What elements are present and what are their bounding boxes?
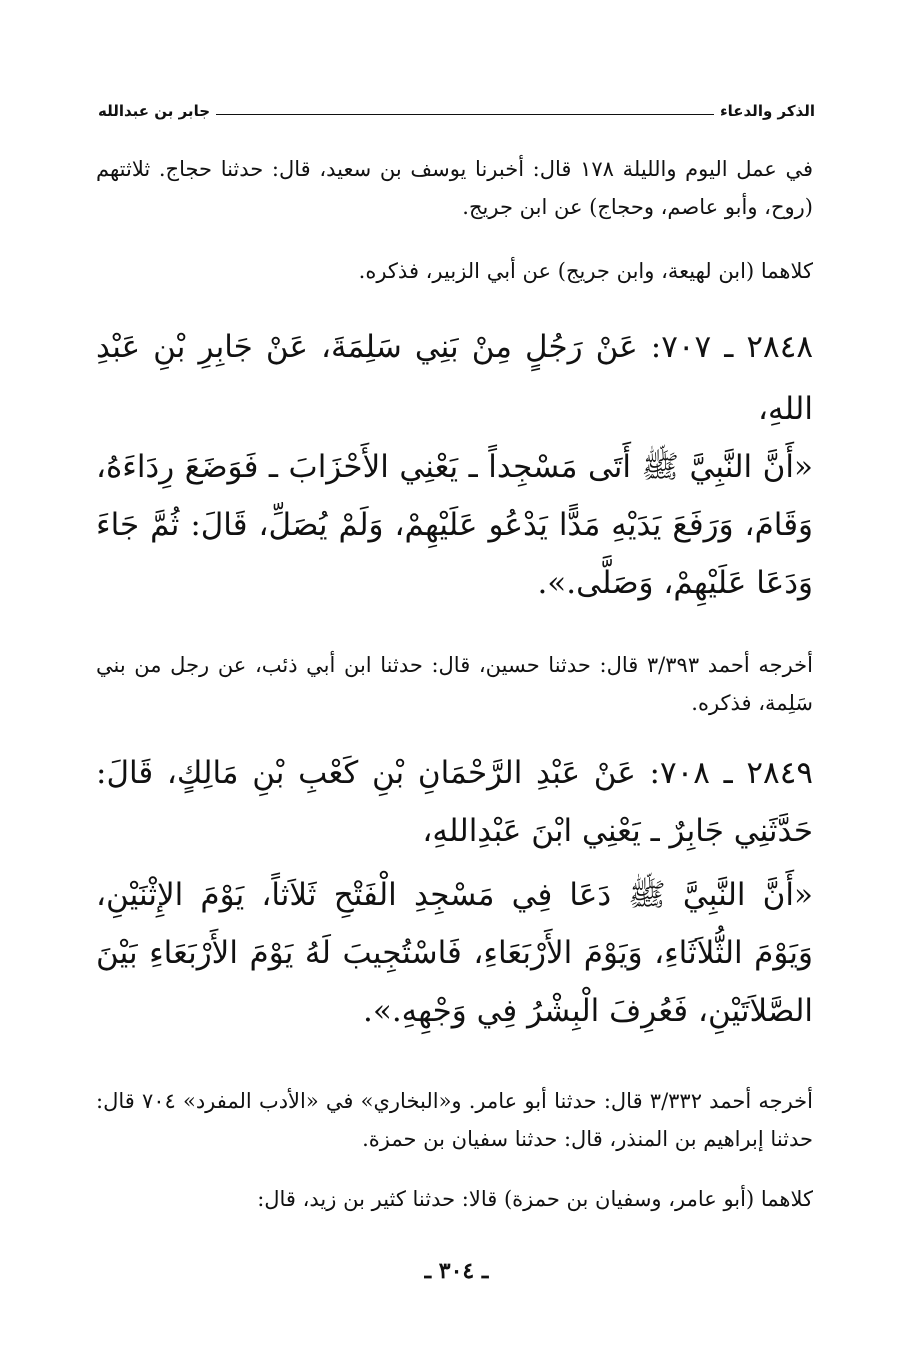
intro-paragraph-1: في عمل اليوم والليلة ١٧٨ قال: أخبرنا يوسف بن سعيد، قال: حدثنا حجاج. ثلاثتهم (روح، وأبو عاصم، وحجاج) عن ابن جريج. — [96, 157, 813, 219]
takhrij-2849-paragraph-1: أخرجه أحمد ٣/٣٣٢ قال: حدثنا أبو عامر. و«البخاري» في «الأدب المفرد» ٧٠٤ قال: حدثنا إبراهيم بن المنذر، قال: حدثنا سفيان بن حمزة. — [96, 1089, 813, 1151]
header-narrator-name: جابر بن عبدالله — [98, 102, 211, 120]
takhrij-2849-paragraph-2: كلاهما (أبو عامر، وسفيان بن حمزة) قالا: حدثنا كثير بن زيد، قال: — [257, 1187, 813, 1211]
hadith-2848-matn: «أَنَّ النَّبِيَّ ﷺ أَتَى مَسْجِداً ـ يَعْنِي الأَحْزَابَ ـ فَوَضَعَ رِدَاءَهُ، وَقَامَ، وَرَفَعَ يَدَيْهِ مَدًّا يَدْعُو عَلَيْهِمْ، وَلَمْ يُصَلِّ، قَالَ: ثُمَّ جَاءَ وَدَعَا عَلَيْهِمْ، وَصَلَّى.». — [96, 449, 813, 601]
takhrij-2848: أخرجه أحمد ٣/٣٩٣ قال: حدثنا حسين، قال: حدثنا ابن أبي ذئب، عن رجل من بني سَلِمة، فذكره. — [96, 653, 813, 715]
hadith-2848-isnad: ٢٨٤٨ ـ ٧٠٧: عَنْ رَجُلٍ مِنْ بَنِي سَلِمَةَ، عَنْ جَابِرِ بْنِ عَبْدِ اللهِ، — [96, 329, 813, 427]
hadith-2849-isnad: ٢٨٤٩ ـ ٧٠٨: عَنْ عَبْدِ الرَّحْمَانِ بْنِ كَعْبِ بْنِ مَالِكٍ، قَالَ: حَدَّثَنِي جَابِرٌ ـ يَعْنِي ابْنَ عَبْدِاللهِ، — [96, 755, 813, 849]
header-chapter-title: الذكر والدعاء — [719, 102, 815, 120]
intro-paragraph-2: كلاهما (ابن لهيعة، وابن جريج) عن أبي الزبير، فذكره. — [358, 259, 813, 283]
running-header — [98, 96, 815, 126]
page-number: ـ ٣٠٤ ـ — [424, 1258, 489, 1284]
hadith-2849-matn: «أَنَّ النَّبِيَّ ﷺ دَعَا فِي مَسْجِدِ الْفَتْحِ ثَلاَثاً، يَوْمَ الإِثْنَيْنِ، وَيَوْمَ الثُّلاَثَاءِ، وَيَوْمَ الأَرْبَعَاءِ، فَاسْتُجِيبَ لَهُ يَوْمَ الأَرْبَعَاءِ بَيْنَ الصَّلاَتَيْنِ، فَعُرِفَ الْبِشْرُ فِي وَجْهِهِ.». — [96, 877, 813, 1029]
header-rule — [216, 114, 714, 115]
